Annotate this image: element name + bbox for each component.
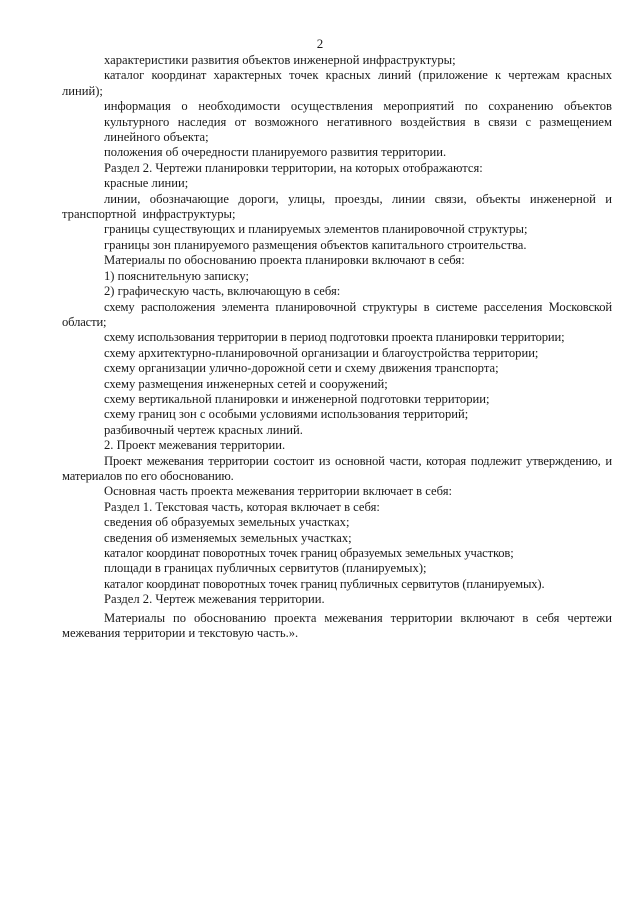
paragraph: схему вертикальной планировки и инженерной подготовки территории; <box>104 391 490 406</box>
paragraph: Проект межевания территории состоит из основной части, которая подлежит утверждению, и материалов по его обоснованию. <box>62 453 612 483</box>
paragraph: 1) пояснительную записку; <box>104 268 250 283</box>
paragraph: красные линии; <box>104 176 189 191</box>
paragraph: информация о необходимости осуществления мероприятий по сохранению объектов культурного наследия от возможного негативного воздействия в связи с размещением линейного объекта; <box>104 99 612 145</box>
paragraph: границы существующих и планируемых элементов планировочной структуры; <box>104 222 528 237</box>
paragraph: Раздел 2. Чертежи планировки территории, на которых отображаются: <box>104 160 483 175</box>
paragraph: каталог координат характерных точек красных линий (приложение к чертежам красных линий); <box>62 68 612 98</box>
document-body <box>62 53 612 641</box>
page-number: 2 <box>316 36 324 51</box>
paragraph: линии, обозначающие дороги, улицы, проезды, линии связи, объекты инженерной и транспортной инфраструктуры; <box>62 191 612 222</box>
paragraph: Раздел 2. Чертеж межевания территории. <box>104 592 325 607</box>
paragraph: схему расположения элемента планировочной структуры в системе расселения Московской области; <box>62 299 612 329</box>
paragraph: сведения об образуемых земельных участках; <box>104 515 350 530</box>
paragraph: Основная часть проекта межевания территории включает в себя: <box>104 484 452 499</box>
paragraph: положения об очередности планируемого развития территории. <box>104 145 447 160</box>
paragraph: схему размещения инженерных сетей и сооружений; <box>104 376 388 391</box>
paragraph: схему границ зон с особыми условиями использования территорий; <box>104 407 469 422</box>
paragraph: Материалы по обоснованию проекта межевания территории включают в себя чертежи межевания территории и текстовую часть.». <box>62 610 612 641</box>
paragraph: каталог координат поворотных точек границ публичных сервитутов (планируемых). <box>104 576 545 591</box>
paragraph: Раздел 1. Текстовая часть, которая включает в себя: <box>104 499 380 514</box>
paragraph: схему архитектурно-планировочной организации и благоустройства территории; <box>104 345 539 360</box>
paragraph: Материалы по обоснованию проекта планировки включают в себя: <box>104 253 465 268</box>
paragraph: 2. Проект межевания территории. <box>104 438 286 453</box>
paragraph: каталог координат поворотных точек границ образуемых земельных участков; <box>104 546 514 560</box>
paragraph: характеристики развития объектов инженерной инфраструктуры; <box>104 53 456 67</box>
paragraph: разбивочный чертеж красных линий. <box>104 422 303 437</box>
paragraph: схему использования территории в период подготовки проекта планировки территории; <box>104 330 565 345</box>
paragraph: площади в границах публичных сервитутов (планируемых); <box>104 561 427 576</box>
paragraph: схему организации улично-дорожной сети и схему движения транспорта; <box>104 361 499 376</box>
paragraph: 2) графическую часть, включающую в себя: <box>104 284 341 299</box>
paragraph: границы зон планируемого размещения объектов капитального строительства. <box>104 237 527 252</box>
paragraph: сведения об изменяемых земельных участках; <box>104 530 352 545</box>
